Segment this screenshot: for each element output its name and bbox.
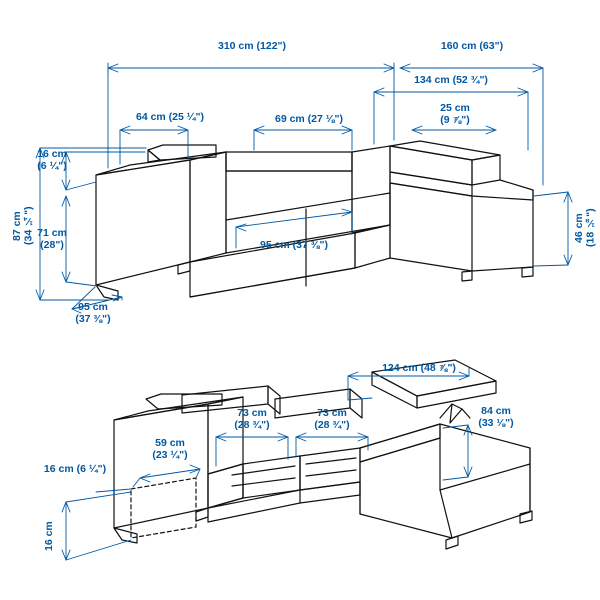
b-chaise-foot-right (520, 511, 532, 523)
armrest-pillow-end (148, 150, 160, 162)
chaise-seat-back-edge (390, 172, 472, 196)
chaise-seat-body (390, 183, 533, 271)
label-seat-depth: 95 cm (37 ⅜") (259, 239, 328, 251)
chaise-foot-right (522, 267, 533, 277)
chaise-backrest (390, 146, 472, 185)
label-armrest-height: 16 cm (6 ¼") (37, 148, 67, 172)
b-armrest-storage-dashed (131, 478, 196, 538)
label-armrest-storage-length: 59 cm (23 ¼") (152, 437, 188, 461)
dim-124-ext-l (348, 376, 372, 400)
backrest-right-return (352, 146, 390, 233)
label-depth: 95 cm (37 ⅜") (75, 301, 111, 325)
b-left-armrest-side (114, 404, 208, 528)
b-chaise-lid-hinge (440, 404, 462, 423)
label-chaise-height-right: 46 cm (18 ⅛") (573, 208, 597, 248)
label-total-height: 87 cm (34 ¼") (11, 206, 35, 246)
b-left-front-foot (114, 528, 137, 543)
b-chaise-foot-left (446, 536, 458, 549)
label-seat-section-width: 69 cm (27 ⅛") (274, 113, 343, 125)
dim-59-ext (133, 469, 200, 487)
b-chaise-box-inner (440, 424, 530, 490)
left-armrest-side (96, 160, 190, 285)
left-armrest-inner (190, 152, 226, 262)
b-chaise-lid-left (372, 372, 417, 408)
b-frame-rails-a (232, 466, 295, 486)
left-rear-foot (178, 262, 190, 274)
chaise-backrest-top (390, 141, 500, 160)
b-frame-rails-b (306, 458, 356, 476)
chaise-backrest-side (472, 155, 500, 185)
b-frame-left (208, 464, 243, 508)
seat-cushion-line (226, 193, 390, 220)
b-frame-div (208, 456, 300, 490)
label-chaise-width: 160 cm (63") (440, 40, 504, 52)
dim-95-seat-line (236, 212, 352, 227)
dim-73a-ext (216, 437, 288, 466)
dim-71-ext-b (66, 282, 97, 286)
b-frame-bottom-edge2 (208, 495, 360, 522)
dim-16b-ext-t (66, 492, 131, 502)
dim-46-ext-b (534, 265, 568, 266)
label-armrest-width: 64 cm (25 ¼") (135, 111, 204, 123)
b-frame-bottom-edge (208, 482, 360, 508)
dim-16-ext-b (66, 182, 96, 190)
label-storage-depth: 84 cm (33 ⅛") (478, 405, 514, 429)
chaise-right-top (500, 180, 533, 200)
label-armrest-storage-height2: 16 cm (43, 521, 55, 551)
dim-59-line (140, 469, 200, 478)
label-seat-module-b: 73 cm (28 ¾") (314, 407, 350, 431)
b-chaise-box-lip2 (360, 438, 440, 462)
b-chaise-inner-lip (360, 424, 440, 462)
b-chaise-lid-front (417, 381, 496, 408)
dim-95-seat-arrow-l (236, 224, 246, 231)
b-chaise-box (360, 424, 530, 538)
chaise-foot-left (462, 271, 472, 281)
left-front-foot (96, 285, 118, 300)
label-armrest-storage-height: 16 cm (6 ¼") (43, 463, 107, 475)
label-gap-width: 25 cm (9 ⅞") (440, 102, 470, 126)
b-chaise-box-corner (440, 490, 452, 538)
dim-46-ext-t (534, 192, 568, 196)
left-armrest-top (96, 152, 226, 175)
label-back-height: 71 cm (28") (37, 227, 67, 251)
dim-73b-ext (296, 437, 368, 457)
label-width-total: 310 cm (122") (217, 40, 287, 52)
label-seat-module-a: 73 cm (28 ¾") (234, 407, 270, 431)
label-chaise-length-inner: 134 cm (52 ¾") (414, 74, 488, 86)
backrest-left-panel (226, 152, 352, 171)
dim-16b-ext-b (66, 540, 131, 560)
chaise-front-connect (355, 225, 390, 268)
seat-front-bottom-edge (190, 268, 355, 297)
label-chaise-storage-lid: 124 cm (48 ⅞") (382, 362, 456, 374)
